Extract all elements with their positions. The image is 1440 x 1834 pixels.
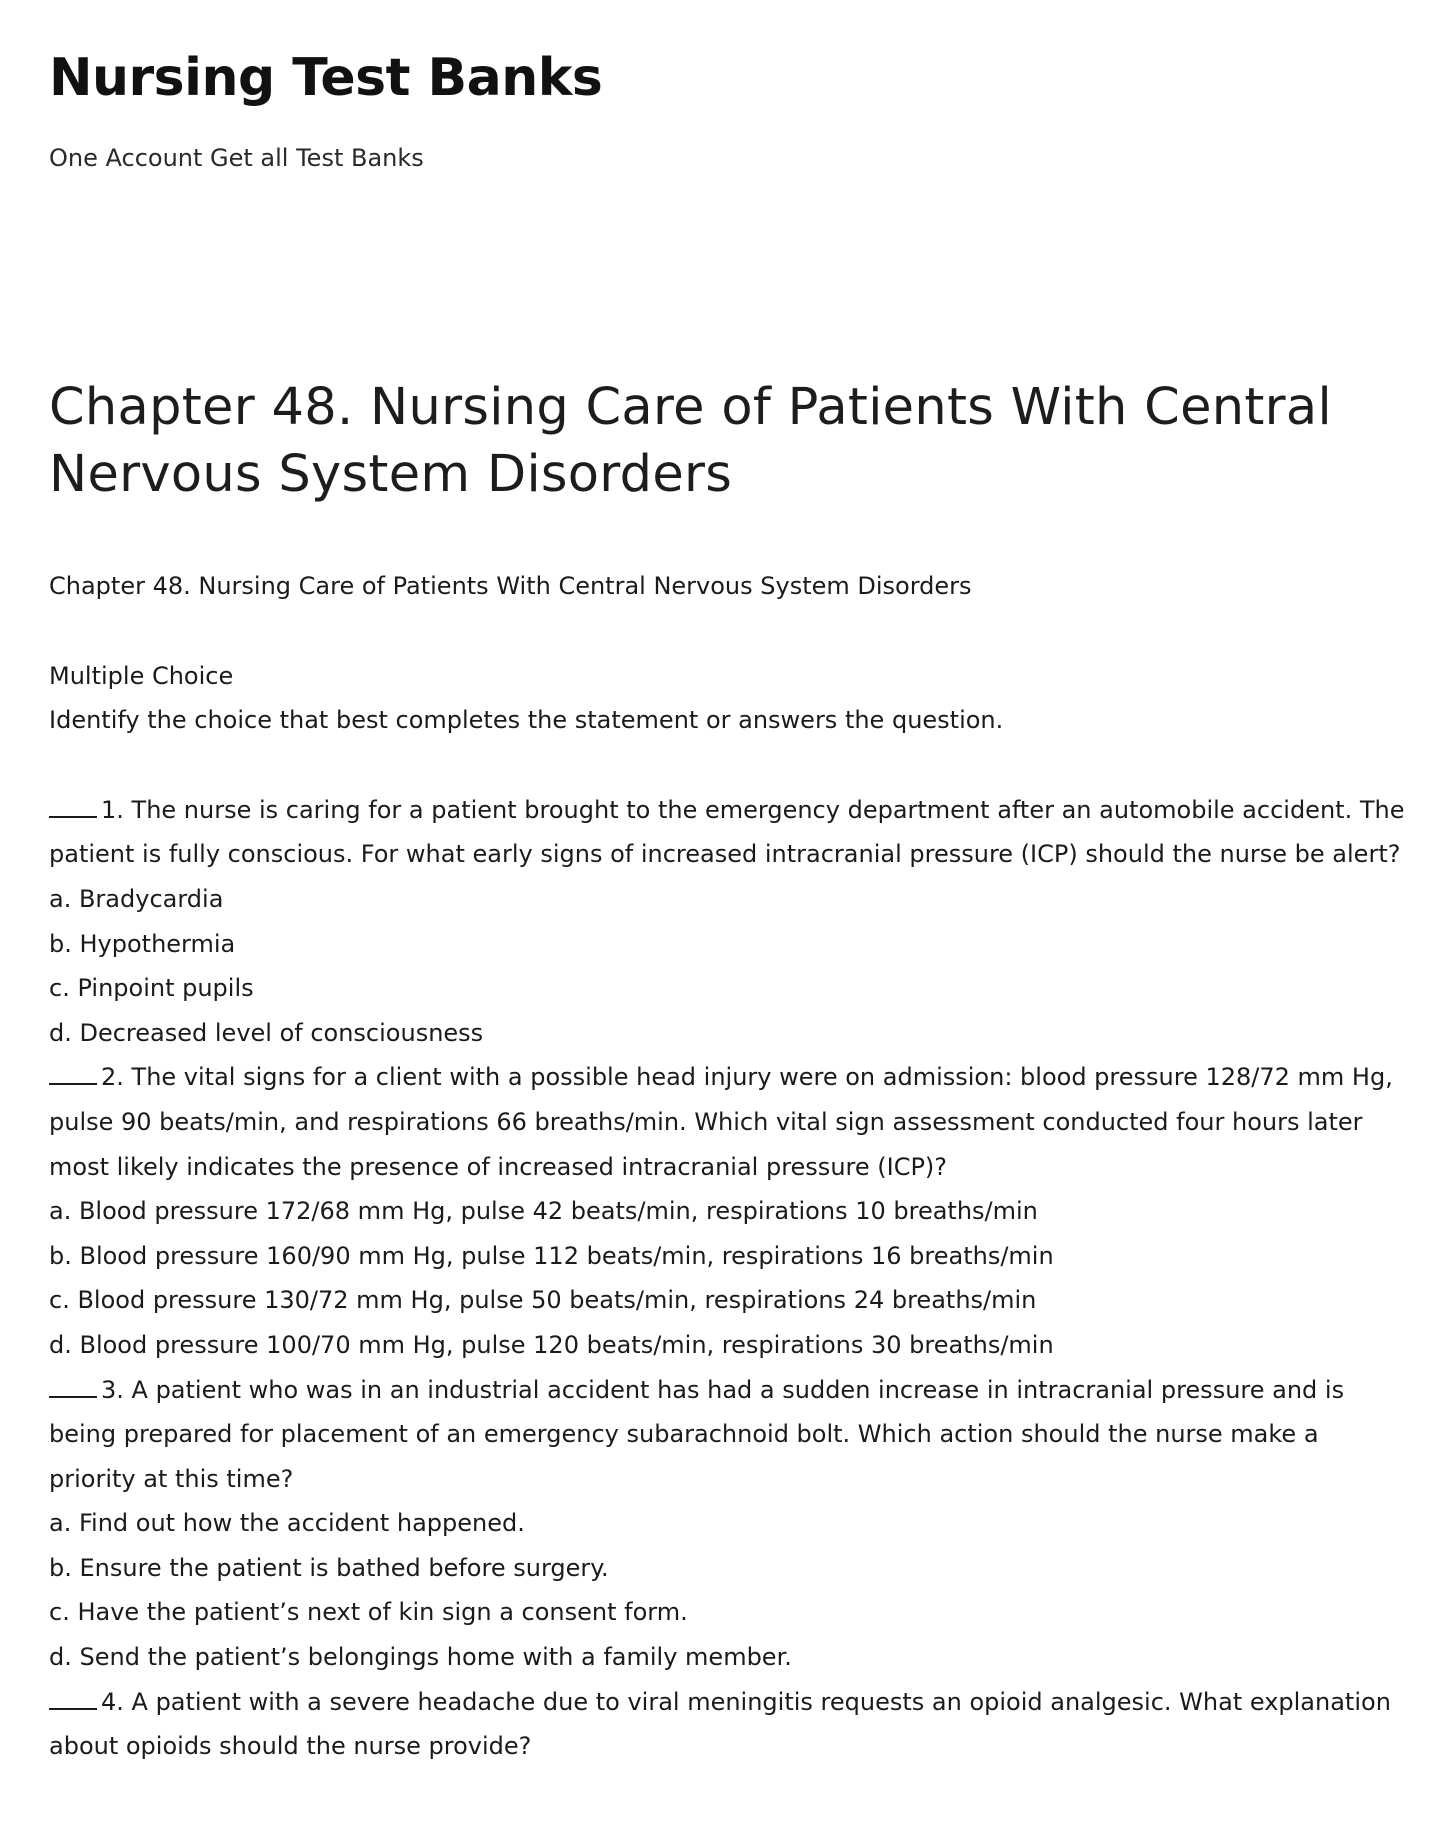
section-instruction: Identify the choice that best completes the statement or answers the question. — [49, 706, 1004, 735]
question-1 — [49, 788, 1409, 1056]
answer-option: d. Decreased level of consciousness — [49, 1018, 484, 1047]
answer-option: b. Ensure the patient is bathed before surgery. — [49, 1553, 609, 1582]
question-stem — [49, 1055, 1409, 1189]
answer-option: b. Blood pressure 160/90 mm Hg, pulse 112 beats/min, respirations 16 breaths/min — [49, 1241, 1054, 1270]
spacer — [49, 743, 1409, 788]
answer-option: a. Blood pressure 172/68 mm Hg, pulse 42 beats/min, respirations 10 breaths/min — [49, 1197, 1038, 1226]
question-stem — [49, 788, 1409, 877]
answer-option: c. Blood pressure 130/72 mm Hg, pulse 50 beats/min, respirations 24 breaths/min — [49, 1286, 1037, 1315]
answer-option: a. Find out how the accident happened. — [49, 1509, 525, 1538]
question-text: 1. The nurse is caring for a patient brought to the emergency department after an automobile accident. The patient is fully conscious. For what early signs of increased intracranial pressure (ICP) should the nurse be alert? — [49, 795, 1405, 869]
question-text: 4. A patient with a severe headache due to viral meningitis requests an opioid analgesic. What explanation about opioids should the nurse provide? — [49, 1687, 1391, 1761]
answer-option: c. Have the patient’s next of kin sign a consent form. — [49, 1598, 688, 1627]
answer-option: c. Pinpoint pupils — [49, 974, 254, 1003]
answer-blank — [49, 815, 97, 818]
question-stem — [49, 1680, 1409, 1769]
question-3 — [49, 1368, 1409, 1680]
question-stem — [49, 1368, 1409, 1502]
spacer — [49, 609, 1409, 654]
site-title[interactable]: Nursing Test Banks — [49, 48, 603, 108]
section-heading: Multiple Choice — [49, 661, 234, 690]
site-tagline: One Account Get all Test Banks — [49, 144, 424, 172]
answer-option: d. Blood pressure 100/70 mm Hg, pulse 120 beats/min, respirations 30 breaths/min — [49, 1330, 1054, 1359]
document-body — [49, 564, 1409, 1769]
answer-blank — [49, 1707, 97, 1710]
chapter-subtitle: Chapter 48. Nursing Care of Patients With Central Nervous System Disorders — [49, 572, 972, 600]
answer-blank — [49, 1082, 97, 1085]
answer-blank — [49, 1395, 97, 1398]
question-4 — [49, 1680, 1409, 1769]
question-text: 2. The vital signs for a client with a possible head injury were on admission: blood pressure 128/72 mm Hg, pulse 90 beats/min, and respirations 66 breaths/min. Which vital sign assessment conducted four hours later most likely indicates the presence of increased intracranial pressure (ICP)? — [49, 1063, 1393, 1181]
answer-option: b. Hypothermia — [49, 929, 236, 958]
chapter-title: Chapter 48. Nursing Care of Patients With Central Nervous System Disorders — [49, 378, 1332, 504]
question-text: 3. A patient who was in an industrial accident has had a sudden increase in intracranial pressure and is being prepared for placement of an emergency subarachnoid bolt. Which action should the nurse make a priority at this time? — [49, 1375, 1345, 1493]
question-2 — [49, 1055, 1409, 1367]
answer-option: a. Bradycardia — [49, 884, 224, 913]
answer-option: d. Send the patient’s belongings home with a family member. — [49, 1643, 792, 1672]
